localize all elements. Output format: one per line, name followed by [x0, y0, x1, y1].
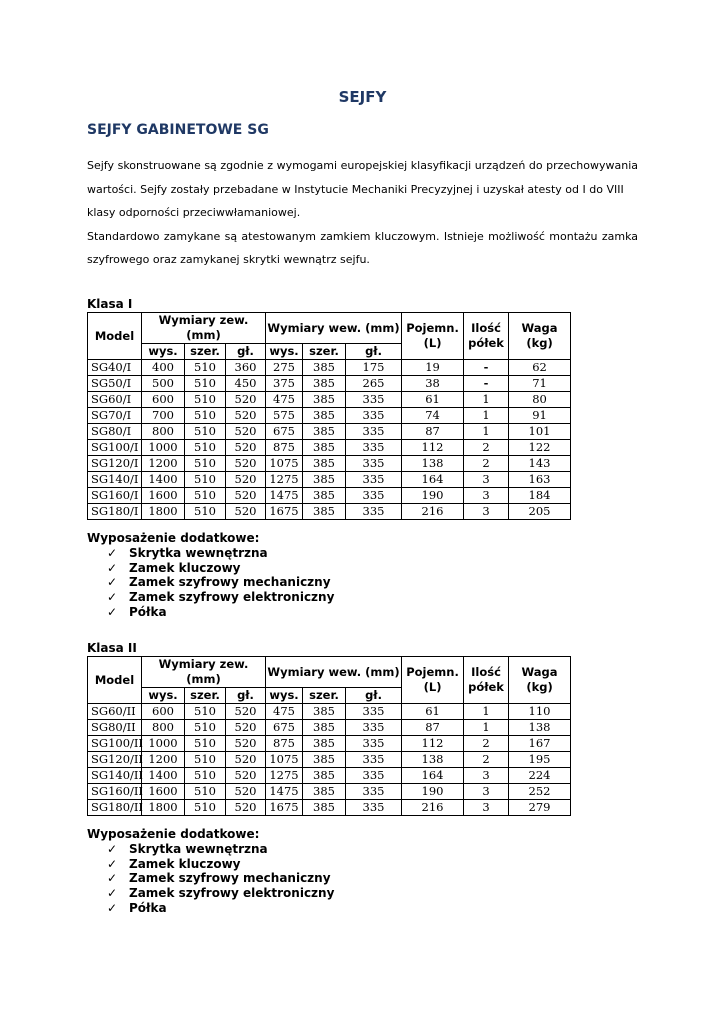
equipment-heading: Wyposażenie dodatkowe: — [87, 531, 260, 545]
equipment-item — [107, 546, 334, 561]
value-cell: 1 — [464, 720, 509, 736]
value-cell: 520 — [226, 720, 266, 736]
checkmark-icon: ✓ — [107, 886, 118, 901]
value-cell: 1400 — [142, 768, 185, 784]
table-row — [88, 440, 571, 456]
value-cell: 3 — [464, 800, 509, 816]
value-cell: 335 — [346, 424, 402, 440]
header-height: wys. — [142, 688, 185, 704]
value-cell: 19 — [402, 360, 464, 376]
value-cell: 675 — [266, 720, 303, 736]
model-cell: SG120/II — [88, 752, 142, 768]
value-cell: 1475 — [266, 784, 303, 800]
equipment-item — [107, 857, 334, 872]
value-cell: 38 — [402, 376, 464, 392]
section-title: SEJFY GABINETOWE SG — [87, 122, 269, 138]
value-cell: 385 — [303, 376, 346, 392]
value-cell: 61 — [402, 392, 464, 408]
intro-line: wartości. Sejfy zostały przebadane w Instytucie Mechaniki Precyzyjnej i uzyskał atesty od I do VIII — [87, 182, 624, 196]
model-cell: SG80/I — [88, 424, 142, 440]
intro-line: klasy odporności przeciwwłamaniowej. — [87, 206, 301, 219]
value-cell: 164 — [402, 472, 464, 488]
equipment-item-label: Zamek szyfrowy mechaniczny — [129, 871, 331, 886]
value-cell: 385 — [303, 392, 346, 408]
value-cell: 510 — [185, 800, 226, 816]
equipment-item — [107, 561, 334, 576]
value-cell: 335 — [346, 472, 402, 488]
value-cell: 800 — [142, 424, 185, 440]
value-cell: 510 — [185, 456, 226, 472]
table-row — [88, 720, 571, 736]
value-cell: 335 — [346, 392, 402, 408]
value-cell: 385 — [303, 408, 346, 424]
header-height: wys. — [266, 344, 303, 360]
value-cell: 110 — [509, 704, 571, 720]
value-cell: 335 — [346, 456, 402, 472]
table-row — [88, 784, 571, 800]
equipment-item — [107, 901, 334, 916]
value-cell: 190 — [402, 784, 464, 800]
value-cell: 385 — [303, 720, 346, 736]
value-cell: 1400 — [142, 472, 185, 488]
value-cell: 385 — [303, 472, 346, 488]
value-cell: 510 — [185, 360, 226, 376]
value-cell: 3 — [464, 784, 509, 800]
value-cell: 520 — [226, 488, 266, 504]
value-cell: 520 — [226, 456, 266, 472]
value-cell: 1 — [464, 704, 509, 720]
table-row — [88, 424, 571, 440]
value-cell: 500 — [142, 376, 185, 392]
value-cell: 112 — [402, 736, 464, 752]
klasa-1-label: Klasa I — [87, 297, 133, 311]
value-cell: 510 — [185, 784, 226, 800]
value-cell: 190 — [402, 488, 464, 504]
value-cell: 61 — [402, 704, 464, 720]
header-height: wys. — [266, 688, 303, 704]
value-cell: 385 — [303, 752, 346, 768]
model-cell: SG40/I — [88, 360, 142, 376]
value-cell: 385 — [303, 360, 346, 376]
value-cell: 216 — [402, 800, 464, 816]
value-cell: 87 — [402, 720, 464, 736]
value-cell: 700 — [142, 408, 185, 424]
value-cell: 1675 — [266, 800, 303, 816]
equipment-item — [107, 842, 334, 857]
header-shelves: Ilość półek — [464, 313, 509, 360]
header-model: Model — [88, 313, 142, 360]
model-cell: SG140/II — [88, 768, 142, 784]
value-cell: 3 — [464, 768, 509, 784]
value-cell: 224 — [509, 768, 571, 784]
value-cell: 520 — [226, 768, 266, 784]
value-cell: 510 — [185, 424, 226, 440]
value-cell: 385 — [303, 440, 346, 456]
value-cell: 335 — [346, 720, 402, 736]
value-cell: 385 — [303, 424, 346, 440]
header-width: szer. — [303, 688, 346, 704]
header-weight: Waga (kg) — [509, 657, 571, 704]
value-cell: 510 — [185, 376, 226, 392]
value-cell: 1075 — [266, 456, 303, 472]
value-cell: - — [464, 376, 509, 392]
value-cell: 520 — [226, 800, 266, 816]
value-cell: 80 — [509, 392, 571, 408]
value-cell: 520 — [226, 392, 266, 408]
value-cell: 163 — [509, 472, 571, 488]
equipment-item-label: Zamek kluczowy — [129, 856, 241, 871]
value-cell: 143 — [509, 456, 571, 472]
value-cell: 335 — [346, 800, 402, 816]
page-title: SEJFY — [338, 88, 387, 106]
value-cell: 520 — [226, 424, 266, 440]
value-cell: 510 — [185, 768, 226, 784]
equipment-section-1 — [87, 531, 334, 620]
value-cell: 122 — [509, 440, 571, 456]
value-cell: 510 — [185, 720, 226, 736]
value-cell: 520 — [226, 736, 266, 752]
value-cell: 510 — [185, 472, 226, 488]
value-cell: 1600 — [142, 488, 185, 504]
equipment-item-label: Zamek szyfrowy mechaniczny — [129, 575, 331, 590]
equipment-item — [107, 871, 334, 886]
value-cell: 520 — [226, 440, 266, 456]
value-cell: 335 — [346, 408, 402, 424]
value-cell: 575 — [266, 408, 303, 424]
value-cell: 2 — [464, 736, 509, 752]
equipment-heading: Wyposażenie dodatkowe: — [87, 827, 260, 841]
value-cell: 335 — [346, 752, 402, 768]
value-cell: 87 — [402, 424, 464, 440]
value-cell: 510 — [185, 488, 226, 504]
value-cell: 138 — [509, 720, 571, 736]
table-row — [88, 408, 571, 424]
value-cell: 275 — [266, 360, 303, 376]
value-cell: 2 — [464, 456, 509, 472]
model-cell: SG60/II — [88, 704, 142, 720]
model-cell: SG160/I — [88, 488, 142, 504]
table-row — [88, 736, 571, 752]
intro-line: szyfrowego oraz zamykanej skrytki wewnątrz sejfu. — [87, 253, 370, 266]
value-cell: 510 — [185, 408, 226, 424]
value-cell: 3 — [464, 488, 509, 504]
table-row — [88, 504, 571, 520]
header-ext: Wymiary zew. (mm) — [142, 657, 266, 688]
value-cell: 335 — [346, 768, 402, 784]
value-cell: 1275 — [266, 768, 303, 784]
value-cell: 1200 — [142, 456, 185, 472]
equipment-item-label: Skrytka wewnętrzna — [129, 545, 268, 560]
table-row — [88, 488, 571, 504]
header-height: wys. — [142, 344, 185, 360]
value-cell: 1675 — [266, 504, 303, 520]
value-cell: 385 — [303, 768, 346, 784]
value-cell: 875 — [266, 736, 303, 752]
value-cell: 112 — [402, 440, 464, 456]
value-cell: 475 — [266, 392, 303, 408]
value-cell: 2 — [464, 440, 509, 456]
value-cell: 184 — [509, 488, 571, 504]
value-cell: 360 — [226, 360, 266, 376]
equipment-item-label: Zamek szyfrowy elektroniczny — [129, 590, 335, 605]
value-cell: 167 — [509, 736, 571, 752]
equipment-item-label: Zamek szyfrowy elektroniczny — [129, 886, 335, 901]
value-cell: 385 — [303, 488, 346, 504]
value-cell: 510 — [185, 752, 226, 768]
value-cell: 520 — [226, 472, 266, 488]
header-depth: gł. — [226, 688, 266, 704]
checkmark-icon: ✓ — [107, 575, 118, 590]
value-cell: 520 — [226, 704, 266, 720]
header-shelves: Ilość półek — [464, 657, 509, 704]
model-cell: SG120/I — [88, 456, 142, 472]
value-cell: 62 — [509, 360, 571, 376]
header-width: szer. — [303, 344, 346, 360]
table-row — [88, 376, 571, 392]
header-depth: gł. — [226, 344, 266, 360]
value-cell: 450 — [226, 376, 266, 392]
checkmark-icon: ✓ — [107, 590, 118, 605]
value-cell: 375 — [266, 376, 303, 392]
header-int: Wymiary wew. (mm) — [266, 313, 402, 344]
value-cell: 600 — [142, 392, 185, 408]
value-cell: 675 — [266, 424, 303, 440]
value-cell: 475 — [266, 704, 303, 720]
equipment-item-label: Zamek kluczowy — [129, 560, 241, 575]
header-capacity: Pojemn. (L) — [402, 657, 464, 704]
value-cell: 1200 — [142, 752, 185, 768]
value-cell: 265 — [346, 376, 402, 392]
value-cell: 385 — [303, 456, 346, 472]
value-cell: 335 — [346, 784, 402, 800]
value-cell: 1800 — [142, 800, 185, 816]
model-cell: SG100/I — [88, 440, 142, 456]
value-cell: 195 — [509, 752, 571, 768]
equipment-item — [107, 590, 334, 605]
header-capacity: Pojemn. (L) — [402, 313, 464, 360]
value-cell: 1 — [464, 408, 509, 424]
table-row — [88, 768, 571, 784]
klasa-2-table — [87, 656, 571, 816]
model-cell: SG180/I — [88, 504, 142, 520]
equipment-item-label: Skrytka wewnętrzna — [129, 841, 268, 856]
value-cell: 385 — [303, 784, 346, 800]
value-cell: 520 — [226, 784, 266, 800]
equipment-item-label: Półka — [129, 604, 167, 619]
value-cell: 875 — [266, 440, 303, 456]
value-cell: 252 — [509, 784, 571, 800]
table-row — [88, 800, 571, 816]
value-cell: 1275 — [266, 472, 303, 488]
header-ext: Wymiary zew. (mm) — [142, 313, 266, 344]
checkmark-icon: ✓ — [107, 900, 118, 915]
table-row — [88, 704, 571, 720]
value-cell: 216 — [402, 504, 464, 520]
value-cell: 74 — [402, 408, 464, 424]
model-cell: SG160/II — [88, 784, 142, 800]
header-weight: Waga (kg) — [509, 313, 571, 360]
value-cell: 1000 — [142, 736, 185, 752]
equipment-item — [107, 605, 334, 620]
checkmark-icon: ✓ — [107, 560, 118, 575]
checkmark-icon: ✓ — [107, 871, 118, 886]
intro-line: Sejfy skonstruowane są zgodnie z wymogami europejskiej klasyfikacji urządzeń do przechowywania — [87, 159, 638, 172]
value-cell: 3 — [464, 472, 509, 488]
value-cell: 1800 — [142, 504, 185, 520]
table-row — [88, 752, 571, 768]
value-cell: 385 — [303, 504, 346, 520]
intro-text — [87, 154, 638, 272]
value-cell: 510 — [185, 440, 226, 456]
value-cell: 71 — [509, 376, 571, 392]
value-cell: 335 — [346, 504, 402, 520]
model-cell: SG50/I — [88, 376, 142, 392]
klasa-2-label: Klasa II — [87, 641, 137, 655]
header-depth: gł. — [346, 688, 402, 704]
value-cell: 335 — [346, 736, 402, 752]
model-cell: SG100/II — [88, 736, 142, 752]
value-cell: 2 — [464, 752, 509, 768]
table-row — [88, 360, 571, 376]
header-width: szer. — [185, 344, 226, 360]
equipment-item-label: Półka — [129, 900, 167, 915]
model-cell: SG140/I — [88, 472, 142, 488]
value-cell: 1 — [464, 392, 509, 408]
value-cell: 1600 — [142, 784, 185, 800]
value-cell: 510 — [185, 392, 226, 408]
value-cell: 205 — [509, 504, 571, 520]
header-depth: gł. — [346, 344, 402, 360]
checkmark-icon: ✓ — [107, 545, 118, 560]
value-cell: 335 — [346, 440, 402, 456]
value-cell: 510 — [185, 736, 226, 752]
intro-line: Standardowo zamykane są atestowanym zamkiem kluczowym. Istnieje możliwość montażu zamka — [87, 229, 638, 243]
value-cell: 91 — [509, 408, 571, 424]
checkmark-icon: ✓ — [107, 604, 118, 619]
header-model: Model — [88, 657, 142, 704]
equipment-section-2 — [87, 827, 334, 916]
value-cell: 1075 — [266, 752, 303, 768]
value-cell: 510 — [185, 504, 226, 520]
value-cell: 385 — [303, 736, 346, 752]
model-cell: SG70/I — [88, 408, 142, 424]
checkmark-icon: ✓ — [107, 841, 118, 856]
equipment-item — [107, 886, 334, 901]
value-cell: 510 — [185, 704, 226, 720]
model-cell: SG60/I — [88, 392, 142, 408]
equipment-item — [107, 575, 334, 590]
value-cell: 800 — [142, 720, 185, 736]
value-cell: 335 — [346, 704, 402, 720]
klasa-1-table — [87, 312, 571, 520]
value-cell: 400 — [142, 360, 185, 376]
header-width: szer. — [185, 688, 226, 704]
value-cell: 520 — [226, 504, 266, 520]
value-cell: 138 — [402, 456, 464, 472]
value-cell: 3 — [464, 504, 509, 520]
model-cell: SG80/II — [88, 720, 142, 736]
header-int: Wymiary wew. (mm) — [266, 657, 402, 688]
checkmark-icon: ✓ — [107, 856, 118, 871]
value-cell: 101 — [509, 424, 571, 440]
value-cell: 279 — [509, 800, 571, 816]
value-cell: 175 — [346, 360, 402, 376]
value-cell: 385 — [303, 800, 346, 816]
value-cell: 138 — [402, 752, 464, 768]
value-cell: 520 — [226, 752, 266, 768]
value-cell: 335 — [346, 488, 402, 504]
value-cell: 385 — [303, 704, 346, 720]
value-cell: 1475 — [266, 488, 303, 504]
value-cell: - — [464, 360, 509, 376]
value-cell: 164 — [402, 768, 464, 784]
table-row — [88, 392, 571, 408]
model-cell: SG180/II — [88, 800, 142, 816]
value-cell: 1000 — [142, 440, 185, 456]
value-cell: 520 — [226, 408, 266, 424]
value-cell: 600 — [142, 704, 185, 720]
table-row — [88, 472, 571, 488]
table-row — [88, 456, 571, 472]
value-cell: 1 — [464, 424, 509, 440]
